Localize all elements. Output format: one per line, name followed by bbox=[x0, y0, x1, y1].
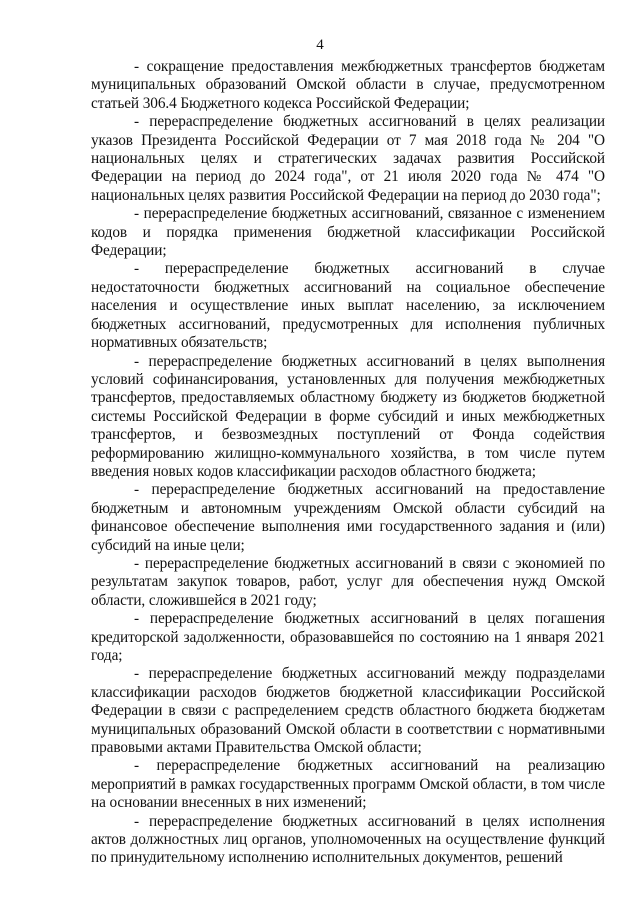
paragraph-procurement-savings: - перераспределение бюджетных ассигнований в связи с экономией по результатам закупок товаров, работ, услуг для обеспечения нужд Омской области, сложившейся в 2021 году; bbox=[91, 554, 605, 609]
page-number: 4 bbox=[316, 37, 324, 53]
paragraph-subsection-redistribution: - перераспределение бюджетных ассигнований между подразделами классификации расходов бюджетов бюджетной классификации Российской Федерации в связи с распределением средств областного бюджета бюджетам муниципальных образований Омской области в соответствии с нормативными правовыми актами Правительства Омской области; bbox=[91, 665, 605, 757]
paragraph-institution-subsidies: - перераспределение бюджетных ассигнований на предоставление бюджетным и автономным учреждениям Омской области субсидий на финансовое обеспечение выполнения ими государственного задания и (или) субсидий на иные цели; bbox=[91, 481, 605, 554]
paragraph-state-programs: - перераспределение бюджетных ассигнований на реализацию мероприятий в рамках государственных программ Омской области, в том числе на основании внесенных в них изменений; bbox=[91, 757, 605, 812]
paragraph-classification-codes: - перераспределение бюджетных ассигнований, связанное с изменением кодов и порядка применения бюджетной классификации Российской Федерации; bbox=[91, 205, 605, 260]
paragraph-interbudget-transfer-reduction: - сокращение предоставления межбюджетных трансфертов бюджетам муниципальных образований Омской области в случае, предусмотренном статьей 306.4 Бюджетного кодекса Российской Федерации; bbox=[91, 58, 605, 112]
paragraph-presidential-decrees: - перераспределение бюджетных ассигнований в целях реализации указов Президента Российской Федерации от 7 мая 2018 года № 204 "О национальных целях и стратегических задачах развития Российской Федерации на период до 2024 года", от 21 июля 2020 года № 474 "О национальных целях развития Российской Федерации на период до 2030 года"; bbox=[91, 113, 605, 204]
paragraph-enforcement-acts: - перераспределение бюджетных ассигнований в целях исполнения актов должностных лиц органов, уполномоченных на осуществление функций по принудительному исполнению исполнительных документов, решений bbox=[91, 812, 605, 867]
document-body bbox=[91, 58, 605, 868]
paragraph-cofinancing: - перераспределение бюджетных ассигнований в целях выполнения условий софинансирования, установленных для получения межбюджетных трансфертов, предоставляемых областному бюджету из бюджетов бюджетной системы Российской Федерации в форме субсидий и иных межбюджетных трансфертов, и безвозмездных поступлений от Фонда содействия реформированию жилищно-коммунального хозяйства, в том числе путем введения новых кодов классификации расходов областного бюджета; bbox=[91, 352, 605, 480]
paragraph-social-security: - перераспределение бюджетных ассигнований в случае недостаточности бюджетных ассигнований на социальное обеспечение населения и осуществление иных выплат населению, за исключением бюджетных ассигнований, предусмотренных для исполнения публичных нормативных обязательств; bbox=[91, 260, 605, 352]
paragraph-payables-repayment: - перераспределение бюджетных ассигнований в целях погашения кредиторской задолженности, образовавшейся по состоянию на 1 января 2021 года; bbox=[91, 610, 605, 664]
